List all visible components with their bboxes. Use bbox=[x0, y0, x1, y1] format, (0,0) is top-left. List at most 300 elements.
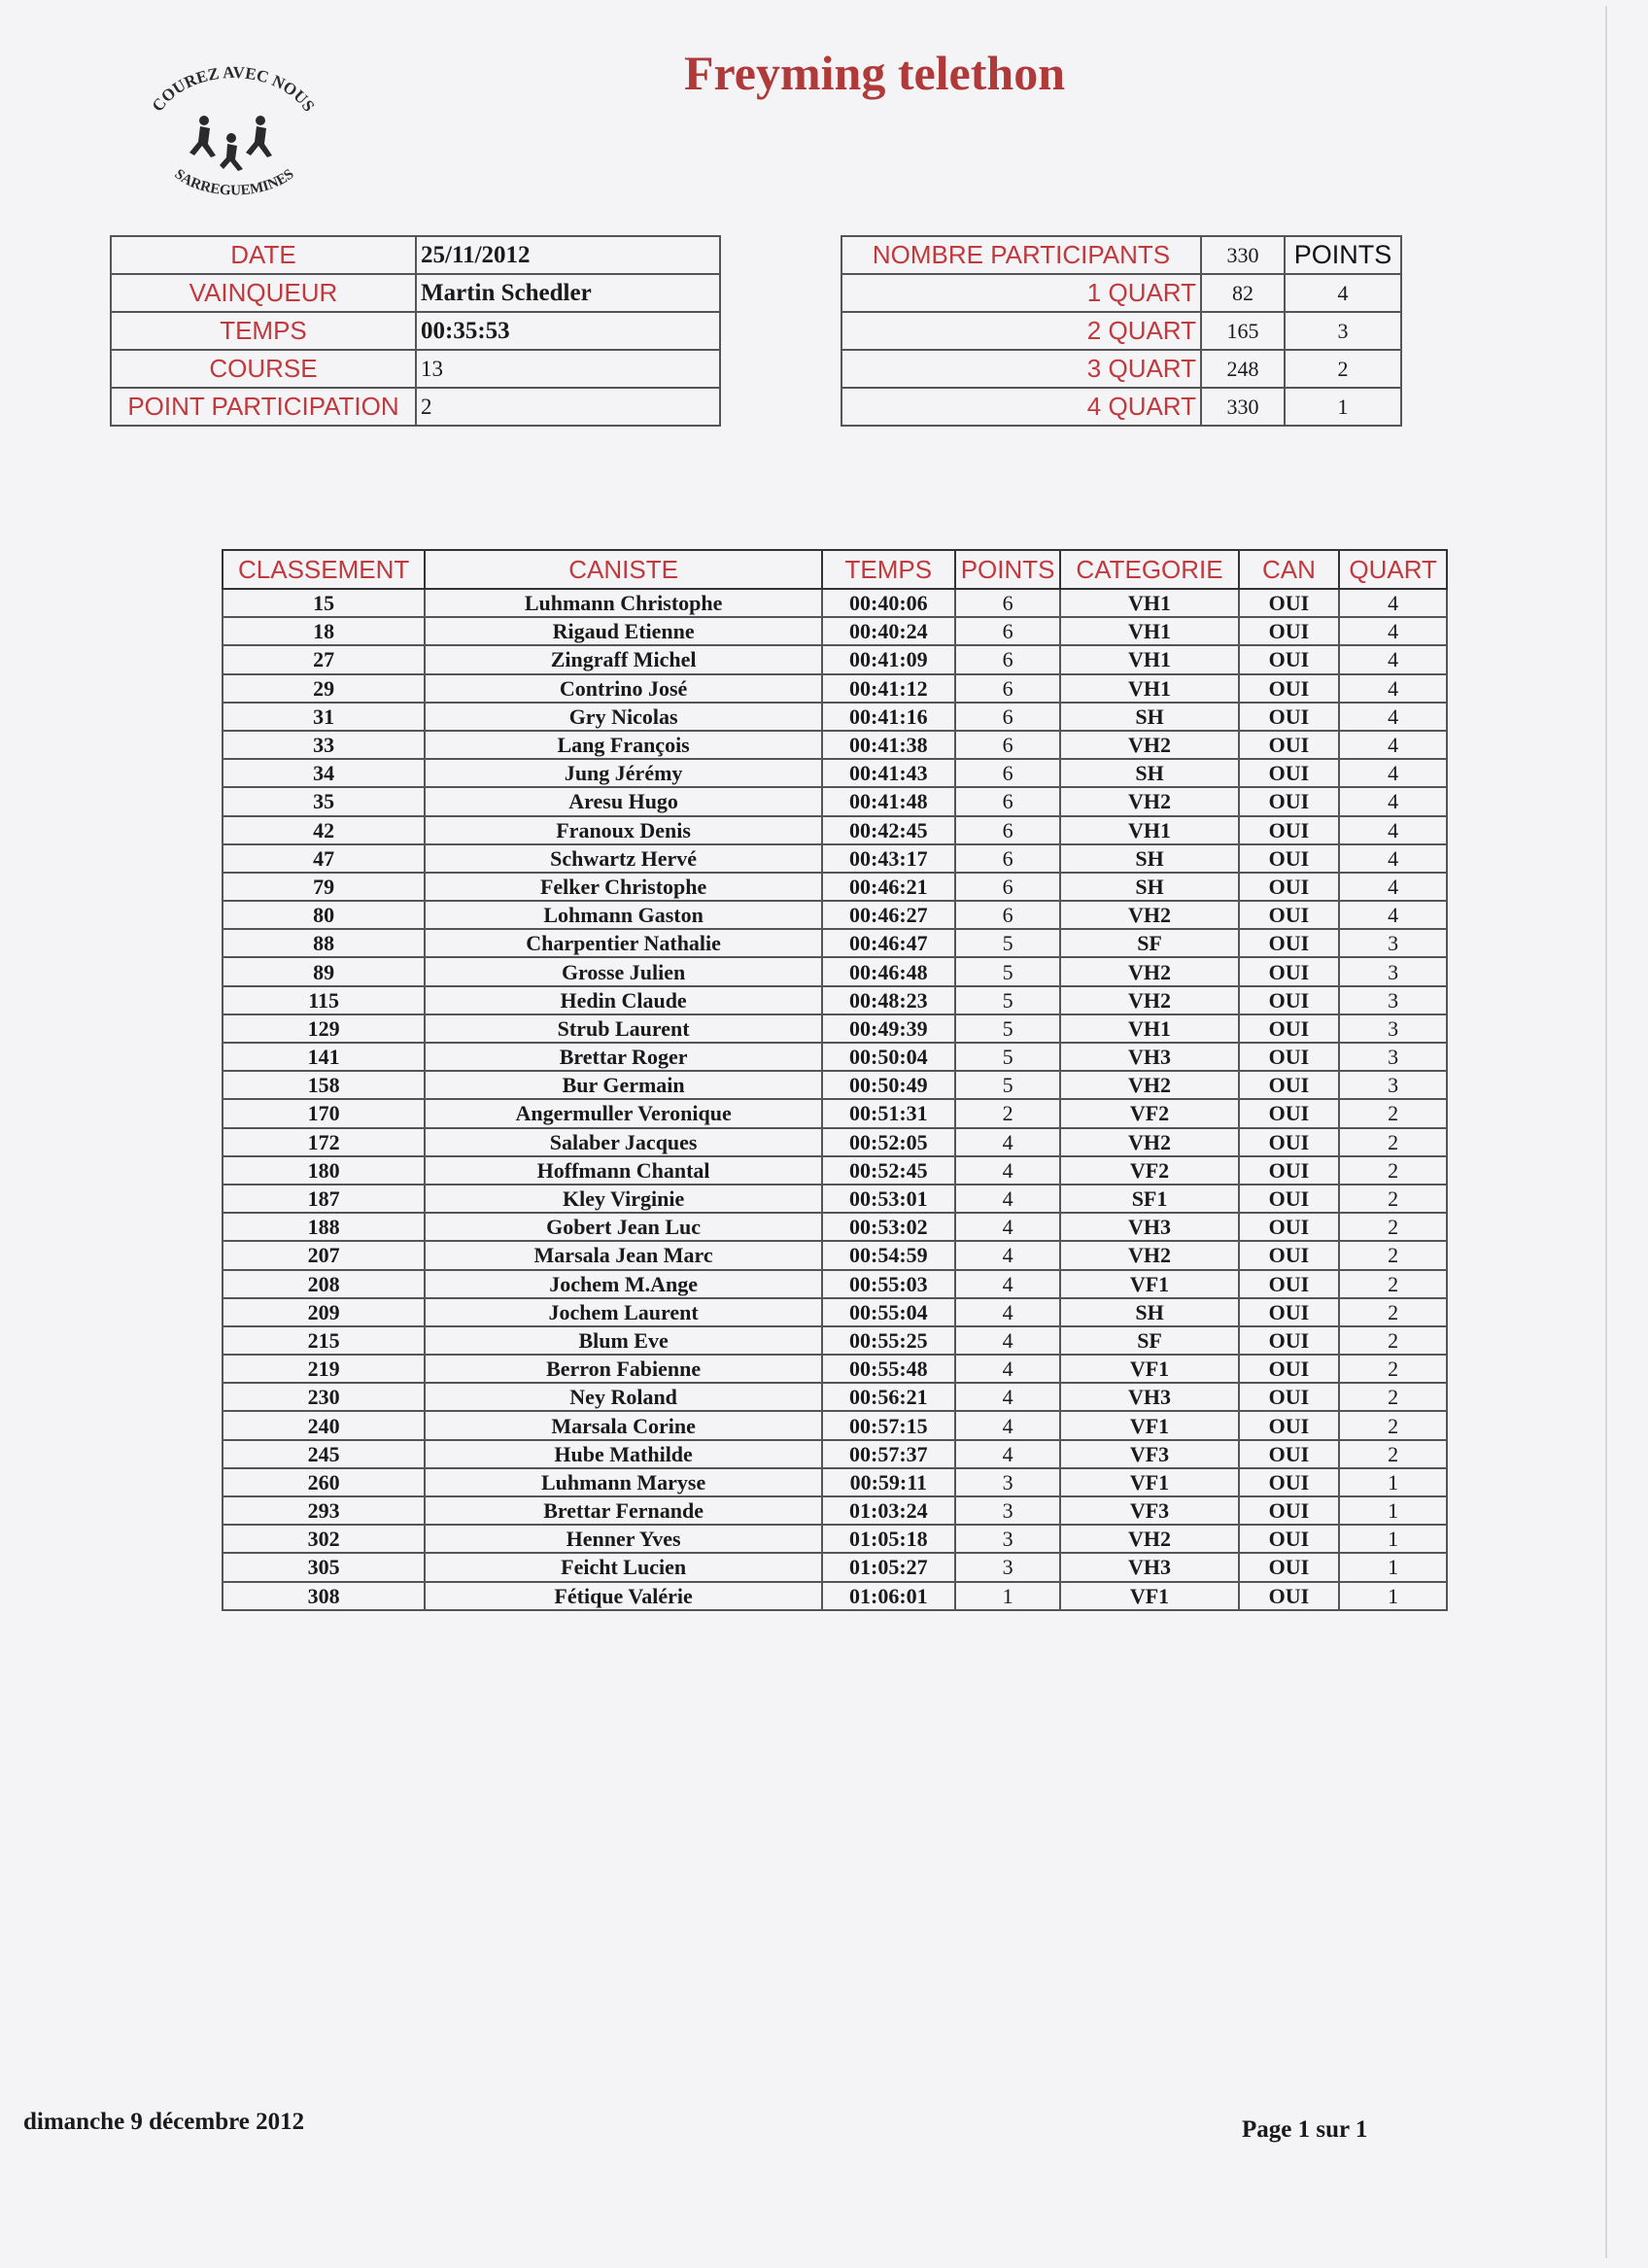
rank-cell: 308 bbox=[223, 1582, 425, 1610]
category-cell: VH2 bbox=[1060, 901, 1238, 929]
rank-cell: 89 bbox=[223, 957, 425, 985]
category-cell: VH3 bbox=[1060, 1383, 1238, 1411]
rank-cell: 33 bbox=[223, 731, 425, 759]
time-cell: 01:05:27 bbox=[822, 1553, 955, 1581]
result-row bbox=[223, 873, 1447, 901]
time-cell: 00:54:59 bbox=[822, 1241, 955, 1269]
info-value: 00:35:53 bbox=[416, 312, 720, 350]
points-cell: 6 bbox=[955, 816, 1061, 844]
result-row bbox=[223, 957, 1447, 985]
name-cell: Angermuller Veronique bbox=[425, 1099, 822, 1127]
points-cell: 6 bbox=[955, 674, 1061, 703]
quart-cell: 4 bbox=[1339, 844, 1447, 873]
name-cell: Kley Virginie bbox=[425, 1185, 822, 1213]
category-cell: SH bbox=[1060, 759, 1238, 787]
name-cell: Hedin Claude bbox=[425, 986, 822, 1014]
name-cell: Grosse Julien bbox=[425, 957, 822, 985]
result-row bbox=[223, 1411, 1447, 1439]
name-cell: Brettar Fernande bbox=[425, 1496, 822, 1525]
can-cell: OUI bbox=[1239, 1525, 1340, 1553]
rank-cell: 170 bbox=[223, 1099, 425, 1127]
points-cell: 6 bbox=[955, 844, 1061, 873]
can-cell: OUI bbox=[1239, 1241, 1340, 1269]
rank-cell: 188 bbox=[223, 1213, 425, 1241]
race-info-table bbox=[110, 235, 721, 427]
can-cell: OUI bbox=[1239, 1383, 1340, 1411]
quart-table bbox=[841, 235, 1402, 427]
category-cell: VF2 bbox=[1060, 1099, 1238, 1127]
quart-cell: 4 bbox=[1339, 589, 1447, 617]
can-cell: OUI bbox=[1239, 1411, 1340, 1439]
quart-cell: 2 bbox=[1339, 1185, 1447, 1213]
time-cell: 00:43:17 bbox=[822, 844, 955, 873]
result-row bbox=[223, 703, 1447, 731]
logo-text-top: COUREZ AVEC NOUS bbox=[148, 62, 319, 116]
points-cell: 1 bbox=[955, 1582, 1061, 1610]
time-cell: 00:52:05 bbox=[822, 1128, 955, 1156]
can-cell: OUI bbox=[1239, 1298, 1340, 1326]
rank-cell: 29 bbox=[223, 674, 425, 703]
can-cell: OUI bbox=[1239, 589, 1340, 617]
rank-cell: 34 bbox=[223, 759, 425, 787]
can-cell: OUI bbox=[1239, 1213, 1340, 1241]
rank-cell: 15 bbox=[223, 589, 425, 617]
time-cell: 00:41:48 bbox=[822, 787, 955, 815]
time-cell: 00:57:15 bbox=[822, 1411, 955, 1439]
result-row bbox=[223, 844, 1447, 873]
quart-cell: 4 bbox=[1339, 617, 1447, 645]
result-row bbox=[223, 986, 1447, 1014]
points-cell: 6 bbox=[955, 589, 1061, 617]
result-row bbox=[223, 617, 1447, 645]
can-cell: OUI bbox=[1239, 1156, 1340, 1185]
time-cell: 00:40:24 bbox=[822, 617, 955, 645]
name-cell: Feicht Lucien bbox=[425, 1553, 822, 1581]
points-cell: 4 bbox=[955, 1241, 1061, 1269]
info-row bbox=[111, 388, 720, 426]
quart-cell: 4 bbox=[1339, 645, 1447, 673]
time-cell: 00:46:27 bbox=[822, 901, 955, 929]
category-cell: VF2 bbox=[1060, 1156, 1238, 1185]
can-cell: OUI bbox=[1239, 1270, 1340, 1298]
quart-cell: 3 bbox=[1339, 929, 1447, 957]
quart-threshold: 165 bbox=[1201, 312, 1285, 350]
can-cell: OUI bbox=[1239, 1326, 1340, 1355]
quart-cell: 4 bbox=[1339, 759, 1447, 787]
points-cell: 3 bbox=[955, 1468, 1061, 1496]
points-cell: 3 bbox=[955, 1553, 1061, 1581]
time-cell: 00:53:01 bbox=[822, 1185, 955, 1213]
quart-cell: 1 bbox=[1339, 1553, 1447, 1581]
points-cell: 4 bbox=[955, 1128, 1061, 1156]
quart-cell: 2 bbox=[1339, 1213, 1447, 1241]
quart-points: 2 bbox=[1285, 350, 1401, 388]
quart-cell: 2 bbox=[1339, 1241, 1447, 1269]
quart-points: 3 bbox=[1285, 312, 1401, 350]
info-value: 25/11/2012 bbox=[416, 236, 720, 274]
name-cell: Bur Germain bbox=[425, 1071, 822, 1099]
time-cell: 00:55:04 bbox=[822, 1298, 955, 1326]
time-cell: 00:46:48 bbox=[822, 957, 955, 985]
rank-cell: 88 bbox=[223, 929, 425, 957]
points-cell: 5 bbox=[955, 929, 1061, 957]
can-cell: OUI bbox=[1239, 929, 1340, 957]
name-cell: Ney Roland bbox=[425, 1383, 822, 1411]
can-cell: OUI bbox=[1239, 957, 1340, 985]
quart-cell: 3 bbox=[1339, 1014, 1447, 1043]
rank-cell: 42 bbox=[223, 816, 425, 844]
quart-cell: 2 bbox=[1339, 1383, 1447, 1411]
quart-cell: 2 bbox=[1339, 1355, 1447, 1383]
time-cell: 00:48:23 bbox=[822, 986, 955, 1014]
rank-cell: 129 bbox=[223, 1014, 425, 1043]
time-cell: 00:55:48 bbox=[822, 1355, 955, 1383]
name-cell: Marsala Jean Marc bbox=[425, 1241, 822, 1269]
rank-cell: 209 bbox=[223, 1298, 425, 1326]
quart-cell: 4 bbox=[1339, 787, 1447, 815]
quart-cell: 1 bbox=[1339, 1468, 1447, 1496]
name-cell: Schwartz Hervé bbox=[425, 844, 822, 873]
points-cell: 5 bbox=[955, 986, 1061, 1014]
result-row bbox=[223, 1440, 1447, 1468]
category-cell: VH1 bbox=[1060, 816, 1238, 844]
quart-cell: 3 bbox=[1339, 1043, 1447, 1071]
category-cell: VF1 bbox=[1060, 1411, 1238, 1439]
can-cell: OUI bbox=[1239, 1553, 1340, 1581]
quart-threshold: 330 bbox=[1201, 388, 1285, 426]
name-cell: Blum Eve bbox=[425, 1326, 822, 1355]
rank-cell: 31 bbox=[223, 703, 425, 731]
category-cell: SH bbox=[1060, 1298, 1238, 1326]
header-classement: CLASSEMENT bbox=[223, 550, 425, 589]
name-cell: Aresu Hugo bbox=[425, 787, 822, 815]
points-cell: 4 bbox=[955, 1326, 1061, 1355]
name-cell: Berron Fabienne bbox=[425, 1355, 822, 1383]
quart-threshold: 82 bbox=[1201, 274, 1285, 312]
time-cell: 00:41:43 bbox=[822, 759, 955, 787]
rank-cell: 27 bbox=[223, 645, 425, 673]
result-row bbox=[223, 1496, 1447, 1525]
info-label: POINT PARTICIPATION bbox=[111, 388, 416, 426]
points-cell: 3 bbox=[955, 1525, 1061, 1553]
points-cell: 4 bbox=[955, 1440, 1061, 1468]
time-cell: 00:57:37 bbox=[822, 1440, 955, 1468]
name-cell: Gobert Jean Luc bbox=[425, 1213, 822, 1241]
quart-cell: 2 bbox=[1339, 1298, 1447, 1326]
rank-cell: 187 bbox=[223, 1185, 425, 1213]
category-cell: VH2 bbox=[1060, 731, 1238, 759]
name-cell: Lohmann Gaston bbox=[425, 901, 822, 929]
category-cell: SF1 bbox=[1060, 1185, 1238, 1213]
club-logo bbox=[136, 60, 330, 206]
footer-date: dimanche 9 décembre 2012 bbox=[23, 2109, 305, 2135]
can-cell: OUI bbox=[1239, 617, 1340, 645]
result-row bbox=[223, 1071, 1447, 1099]
can-cell: OUI bbox=[1239, 731, 1340, 759]
name-cell: Felker Christophe bbox=[425, 873, 822, 901]
time-cell: 00:55:25 bbox=[822, 1326, 955, 1355]
quart-points: 1 bbox=[1285, 388, 1401, 426]
time-cell: 01:05:18 bbox=[822, 1525, 955, 1553]
points-cell: 4 bbox=[955, 1355, 1061, 1383]
result-row bbox=[223, 901, 1447, 929]
info-label: TEMPS bbox=[111, 312, 416, 350]
quart-cell: 3 bbox=[1339, 986, 1447, 1014]
result-row bbox=[223, 1156, 1447, 1185]
name-cell: Jochem M.Ange bbox=[425, 1270, 822, 1298]
quart-label: 1 QUART bbox=[841, 274, 1201, 312]
header-points: POINTS bbox=[955, 550, 1061, 589]
quart-cell: 1 bbox=[1339, 1496, 1447, 1525]
quart-cell: 4 bbox=[1339, 873, 1447, 901]
category-cell: VH2 bbox=[1060, 1525, 1238, 1553]
result-row bbox=[223, 1014, 1447, 1043]
participants-value: 330 bbox=[1201, 236, 1285, 274]
result-row bbox=[223, 1128, 1447, 1156]
name-cell: Rigaud Etienne bbox=[425, 617, 822, 645]
rank-cell: 141 bbox=[223, 1043, 425, 1071]
name-cell: Brettar Roger bbox=[425, 1043, 822, 1071]
points-cell: 5 bbox=[955, 1014, 1061, 1043]
can-cell: OUI bbox=[1239, 1128, 1340, 1156]
quart-threshold: 248 bbox=[1201, 350, 1285, 388]
info-label: VAINQUEUR bbox=[111, 274, 416, 312]
category-cell: VH2 bbox=[1060, 787, 1238, 815]
rank-cell: 158 bbox=[223, 1071, 425, 1099]
can-cell: OUI bbox=[1239, 901, 1340, 929]
name-cell: Marsala Corine bbox=[425, 1411, 822, 1439]
can-cell: OUI bbox=[1239, 1014, 1340, 1043]
time-cell: 00:53:02 bbox=[822, 1213, 955, 1241]
quart-cell: 1 bbox=[1339, 1525, 1447, 1553]
can-cell: OUI bbox=[1239, 1099, 1340, 1127]
points-cell: 6 bbox=[955, 645, 1061, 673]
footer-page-number: Page 1 sur 1 bbox=[1242, 2116, 1368, 2143]
points-cell: 6 bbox=[955, 787, 1061, 815]
rank-cell: 18 bbox=[223, 617, 425, 645]
result-row bbox=[223, 929, 1447, 957]
quart-cell: 2 bbox=[1339, 1156, 1447, 1185]
quart-cell: 2 bbox=[1339, 1270, 1447, 1298]
time-cell: 00:41:09 bbox=[822, 645, 955, 673]
time-cell: 00:50:04 bbox=[822, 1043, 955, 1071]
result-row bbox=[223, 1099, 1447, 1127]
can-cell: OUI bbox=[1239, 816, 1340, 844]
quart-label: 2 QUART bbox=[841, 312, 1201, 350]
name-cell: Zingraff Michel bbox=[425, 645, 822, 673]
name-cell: Gry Nicolas bbox=[425, 703, 822, 731]
result-row bbox=[223, 674, 1447, 703]
time-cell: 00:41:38 bbox=[822, 731, 955, 759]
points-cell: 4 bbox=[955, 1270, 1061, 1298]
points-cell: 5 bbox=[955, 1071, 1061, 1099]
quart-header-row bbox=[841, 236, 1401, 274]
can-cell: OUI bbox=[1239, 1496, 1340, 1525]
can-cell: OUI bbox=[1239, 1071, 1340, 1099]
name-cell: Fétique Valérie bbox=[425, 1582, 822, 1610]
name-cell: Jung Jérémy bbox=[425, 759, 822, 787]
quart-cell: 4 bbox=[1339, 901, 1447, 929]
can-cell: OUI bbox=[1239, 1440, 1340, 1468]
category-cell: VH2 bbox=[1060, 986, 1238, 1014]
category-cell: VH2 bbox=[1060, 1071, 1238, 1099]
can-cell: OUI bbox=[1239, 873, 1340, 901]
time-cell: 00:42:45 bbox=[822, 816, 955, 844]
result-row bbox=[223, 759, 1447, 787]
name-cell: Lang François bbox=[425, 731, 822, 759]
result-row bbox=[223, 1582, 1447, 1610]
points-cell: 6 bbox=[955, 703, 1061, 731]
rank-cell: 305 bbox=[223, 1553, 425, 1581]
result-row bbox=[223, 1043, 1447, 1071]
page-title: Freyming telethon bbox=[683, 46, 1066, 100]
category-cell: VH1 bbox=[1060, 589, 1238, 617]
time-cell: 00:56:21 bbox=[822, 1383, 955, 1411]
category-cell: VH3 bbox=[1060, 1213, 1238, 1241]
can-cell: OUI bbox=[1239, 844, 1340, 873]
info-label: DATE bbox=[111, 236, 416, 274]
result-row bbox=[223, 1241, 1447, 1269]
info-row bbox=[111, 236, 720, 274]
rank-cell: 260 bbox=[223, 1468, 425, 1496]
can-cell: OUI bbox=[1239, 703, 1340, 731]
quart-row bbox=[841, 388, 1401, 426]
quart-cell: 4 bbox=[1339, 674, 1447, 703]
category-cell: VH1 bbox=[1060, 1014, 1238, 1043]
category-cell: VH1 bbox=[1060, 674, 1238, 703]
info-label: COURSE bbox=[111, 350, 416, 388]
result-row bbox=[223, 731, 1447, 759]
header-temps: TEMPS bbox=[822, 550, 955, 589]
time-cell: 00:41:16 bbox=[822, 703, 955, 731]
can-cell: OUI bbox=[1239, 787, 1340, 815]
result-row bbox=[223, 787, 1447, 815]
points-cell: 6 bbox=[955, 901, 1061, 929]
points-cell: 5 bbox=[955, 957, 1061, 985]
can-cell: OUI bbox=[1239, 674, 1340, 703]
time-cell: 00:49:39 bbox=[822, 1014, 955, 1043]
name-cell: Hube Mathilde bbox=[425, 1440, 822, 1468]
category-cell: SH bbox=[1060, 873, 1238, 901]
quart-cell: 1 bbox=[1339, 1582, 1447, 1610]
points-cell: 4 bbox=[955, 1383, 1061, 1411]
results-header-row bbox=[223, 550, 1447, 589]
result-row bbox=[223, 1326, 1447, 1355]
category-cell: VF1 bbox=[1060, 1355, 1238, 1383]
rank-cell: 219 bbox=[223, 1355, 425, 1383]
category-cell: VF1 bbox=[1060, 1582, 1238, 1610]
time-cell: 00:59:11 bbox=[822, 1468, 955, 1496]
result-row bbox=[223, 1213, 1447, 1241]
participants-label: NOMBRE PARTICIPANTS bbox=[841, 236, 1201, 274]
quart-cell: 3 bbox=[1339, 1071, 1447, 1099]
time-cell: 00:46:47 bbox=[822, 929, 955, 957]
quart-cell: 2 bbox=[1339, 1099, 1447, 1127]
points-cell: 4 bbox=[955, 1185, 1061, 1213]
info-row bbox=[111, 274, 720, 312]
category-cell: SH bbox=[1060, 703, 1238, 731]
result-row bbox=[223, 1270, 1447, 1298]
rank-cell: 230 bbox=[223, 1383, 425, 1411]
time-cell: 00:55:03 bbox=[822, 1270, 955, 1298]
points-cell: 4 bbox=[955, 1298, 1061, 1326]
quart-label: 4 QUART bbox=[841, 388, 1201, 426]
quart-cell: 2 bbox=[1339, 1411, 1447, 1439]
logo-text-bottom: SARREGUEMINES bbox=[171, 166, 297, 199]
header-caniste: CANISTE bbox=[425, 550, 822, 589]
time-cell: 00:51:31 bbox=[822, 1099, 955, 1127]
quart-row bbox=[841, 350, 1401, 388]
points-cell: 4 bbox=[955, 1156, 1061, 1185]
rank-cell: 293 bbox=[223, 1496, 425, 1525]
rank-cell: 79 bbox=[223, 873, 425, 901]
points-cell: 6 bbox=[955, 759, 1061, 787]
page-edge bbox=[1605, 6, 1607, 2258]
name-cell: Luhmann Maryse bbox=[425, 1468, 822, 1496]
name-cell: Henner Yves bbox=[425, 1525, 822, 1553]
svg-text:COUREZ AVEC NOUS bbox=[149, 63, 319, 116]
time-cell: 00:40:06 bbox=[822, 589, 955, 617]
time-cell: 00:41:12 bbox=[822, 674, 955, 703]
can-cell: OUI bbox=[1239, 759, 1340, 787]
result-row bbox=[223, 1185, 1447, 1213]
quart-cell: 4 bbox=[1339, 816, 1447, 844]
category-cell: SF bbox=[1060, 1326, 1238, 1355]
header-categorie: CATEGORIE bbox=[1060, 550, 1238, 589]
category-cell: VH2 bbox=[1060, 957, 1238, 985]
rank-cell: 180 bbox=[223, 1156, 425, 1185]
rank-cell: 207 bbox=[223, 1241, 425, 1269]
quart-cell: 2 bbox=[1339, 1128, 1447, 1156]
quart-cell: 3 bbox=[1339, 957, 1447, 985]
result-row bbox=[223, 816, 1447, 844]
name-cell: Luhmann Christophe bbox=[425, 589, 822, 617]
quart-cell: 2 bbox=[1339, 1326, 1447, 1355]
rank-cell: 115 bbox=[223, 986, 425, 1014]
rank-cell: 240 bbox=[223, 1411, 425, 1439]
header-quart: QUART bbox=[1339, 550, 1447, 589]
name-cell: Salaber Jacques bbox=[425, 1128, 822, 1156]
info-row bbox=[111, 350, 720, 388]
points-cell: 6 bbox=[955, 873, 1061, 901]
can-cell: OUI bbox=[1239, 986, 1340, 1014]
name-cell: Franoux Denis bbox=[425, 816, 822, 844]
result-row bbox=[223, 1355, 1447, 1383]
can-cell: OUI bbox=[1239, 1185, 1340, 1213]
rank-cell: 35 bbox=[223, 787, 425, 815]
rank-cell: 172 bbox=[223, 1128, 425, 1156]
info-value: 2 bbox=[416, 388, 720, 426]
svg-text:SARREGUEMINES bbox=[171, 166, 296, 198]
category-cell: SH bbox=[1060, 844, 1238, 873]
time-cell: 00:46:21 bbox=[822, 873, 955, 901]
category-cell: VF1 bbox=[1060, 1468, 1238, 1496]
category-cell: VF1 bbox=[1060, 1270, 1238, 1298]
rank-cell: 245 bbox=[223, 1440, 425, 1468]
can-cell: OUI bbox=[1239, 1043, 1340, 1071]
result-row bbox=[223, 1298, 1447, 1326]
result-row bbox=[223, 1525, 1447, 1553]
points-cell: 6 bbox=[955, 731, 1061, 759]
result-row bbox=[223, 589, 1447, 617]
name-cell: Strub Laurent bbox=[425, 1014, 822, 1043]
category-cell: SF bbox=[1060, 929, 1238, 957]
points-header: POINTS bbox=[1285, 236, 1401, 274]
name-cell: Charpentier Nathalie bbox=[425, 929, 822, 957]
result-row bbox=[223, 1468, 1447, 1496]
category-cell: VH3 bbox=[1060, 1043, 1238, 1071]
quart-cell: 4 bbox=[1339, 703, 1447, 731]
